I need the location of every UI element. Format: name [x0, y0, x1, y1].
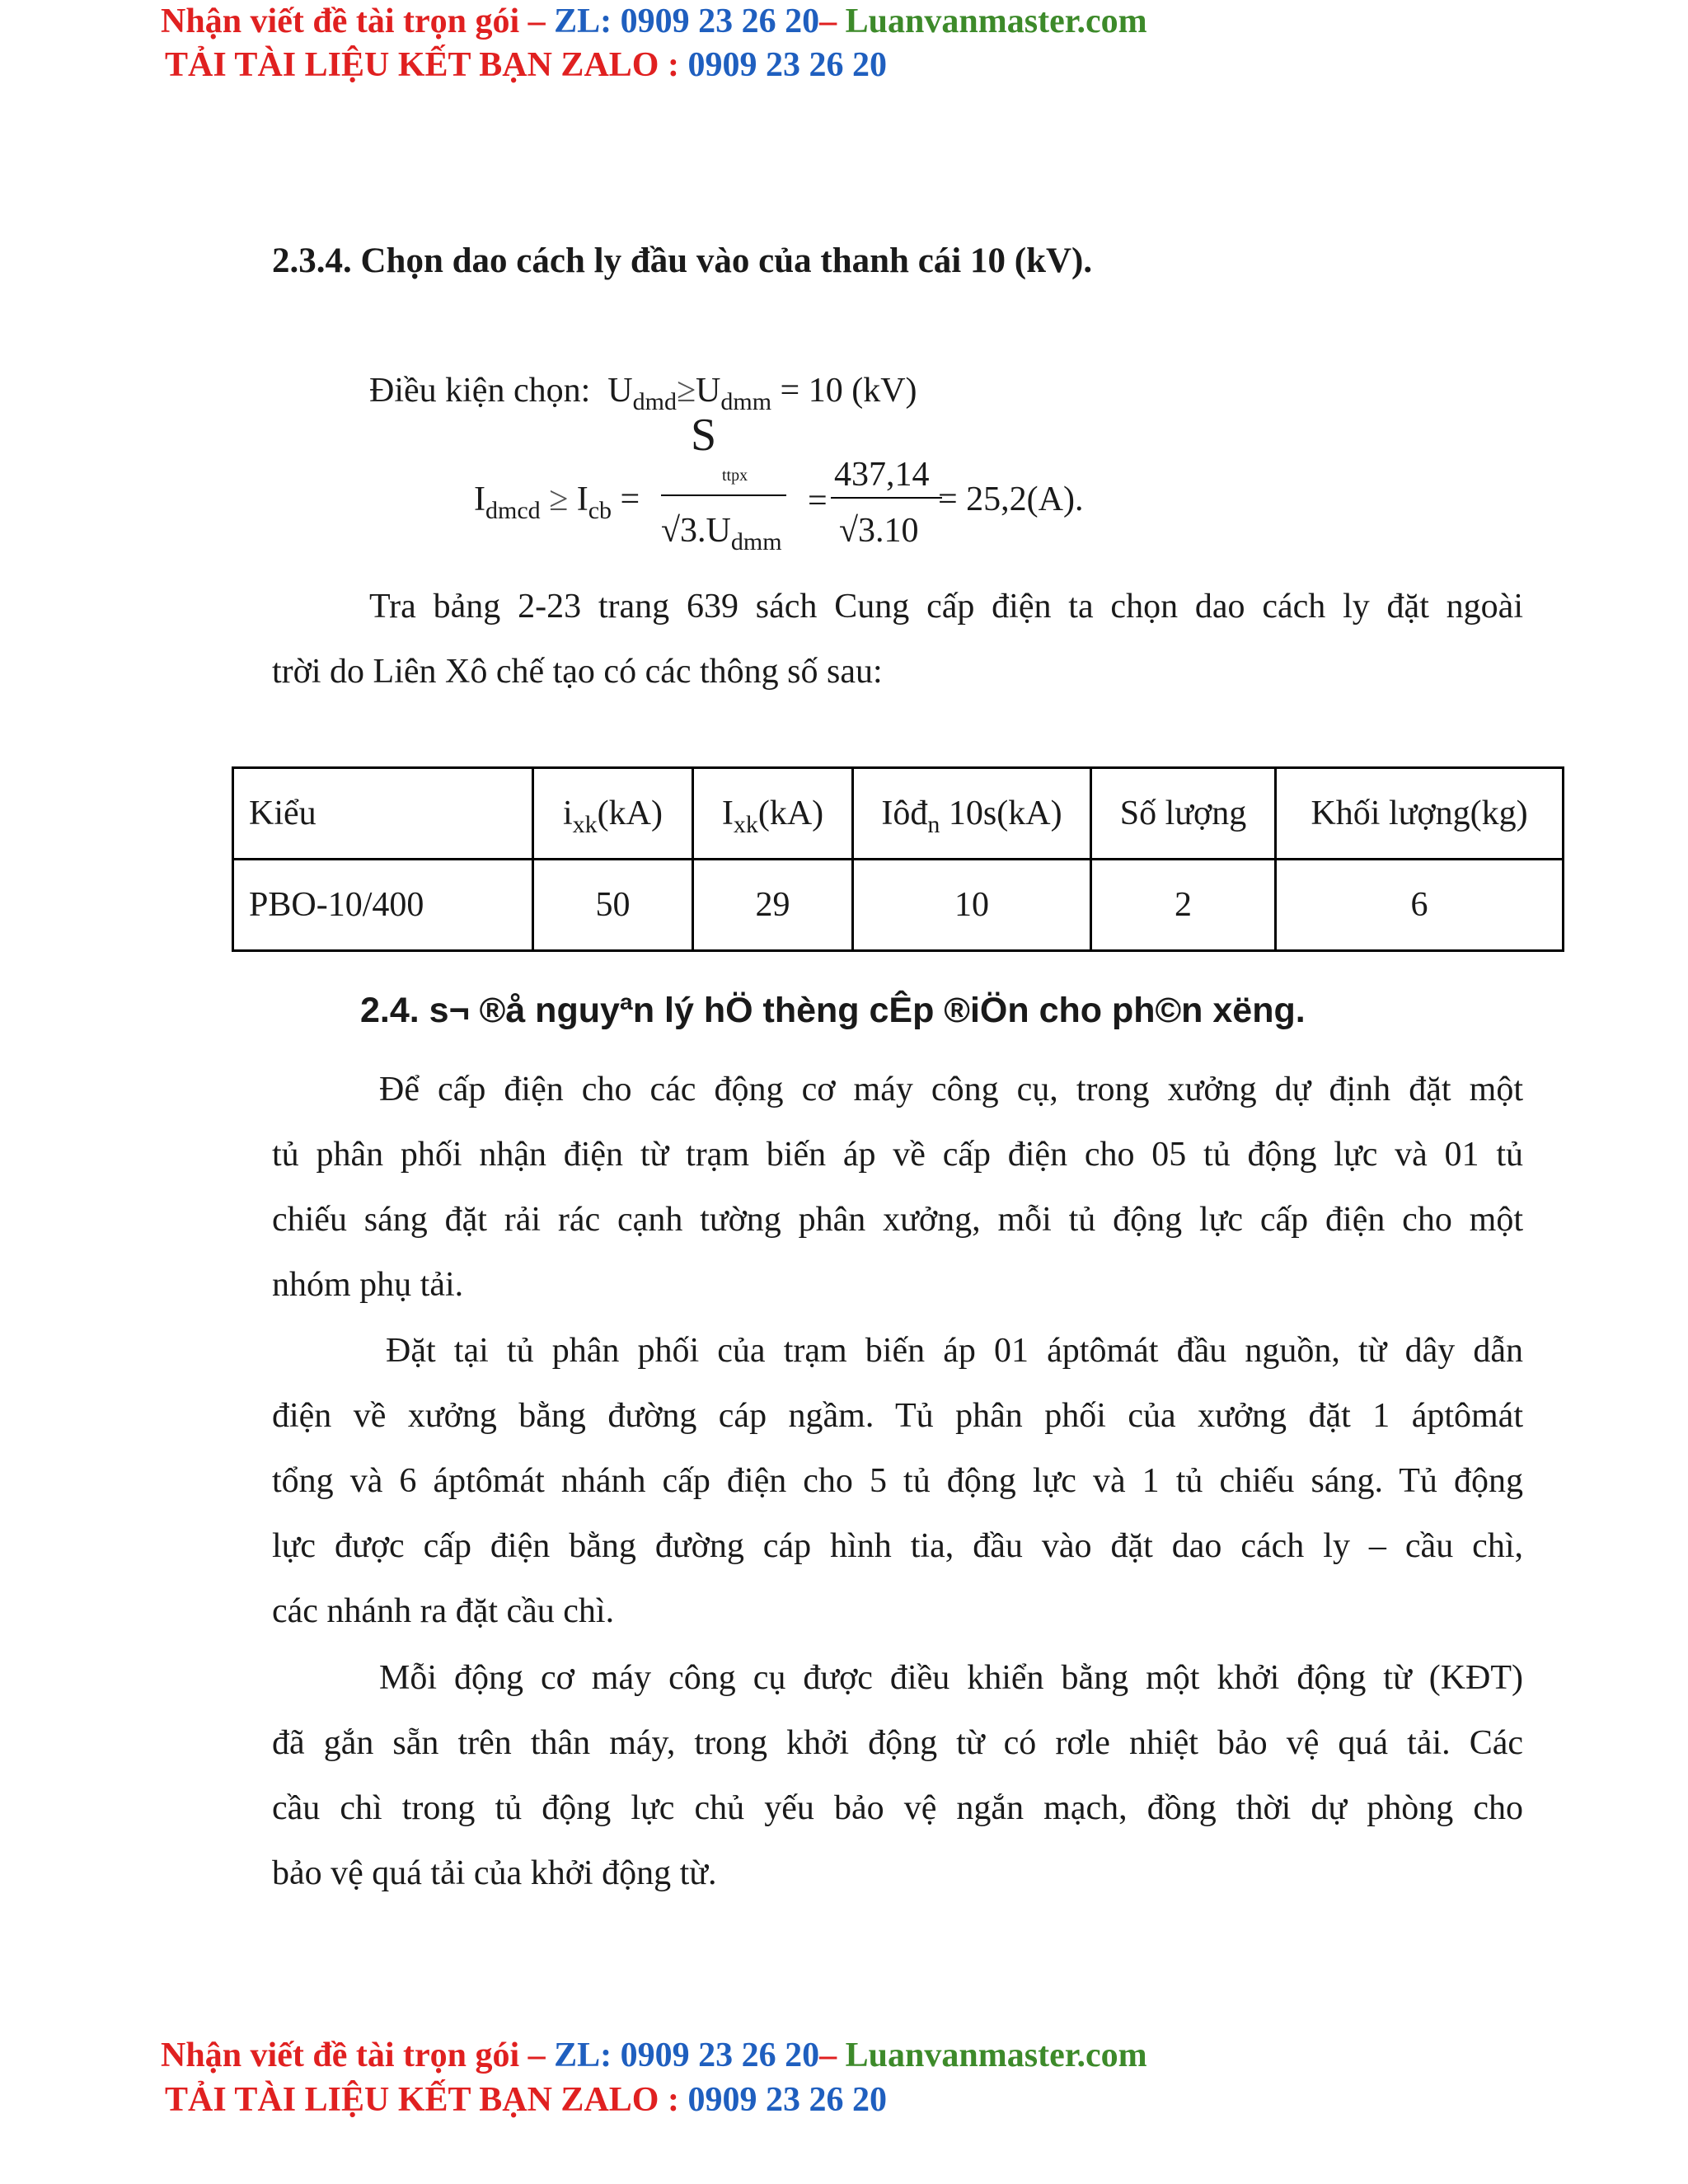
- header-cell: [233, 768, 533, 860]
- bottom-banner-line2: [165, 2080, 887, 2120]
- header-tail: (kA): [757, 794, 824, 832]
- table-cell: 2: [1091, 860, 1276, 951]
- para-line: tủ phân phối nhận điện từ trạm biến áp về cấp điện cho 05 tủ động lực và 01 tủ: [272, 1136, 1523, 1174]
- table-intro: [272, 574, 1523, 705]
- condition-line: [369, 371, 917, 415]
- formula-result: = 25,2(A).: [938, 480, 1084, 518]
- frac1-bar: [661, 494, 786, 496]
- u-dmm-sub: dmm: [720, 388, 772, 415]
- banner-zalo-phone[interactable]: 0909 23 26 20: [687, 46, 887, 84]
- banner-phone[interactable]: ZL: 0909 23 26 20: [554, 2, 820, 40]
- intro-line: trời do Liên Xô chế tạo có các thông số sau:: [272, 653, 883, 691]
- para-line: Để cấp điện cho các động cơ máy công cụ, trong xưởng dự định đặt một: [379, 1071, 1523, 1108]
- section-heading-24: 2.4. s¬ ®å nguyªn lý hÖ thèng cÊp ®iÖn cho ph©n xëng.: [360, 991, 1306, 1030]
- equals-2: =: [808, 482, 828, 520]
- spec-table: [232, 766, 1564, 952]
- condition-label: Điều kiện chọn:: [369, 372, 591, 410]
- top-banner-line1: [161, 2, 1147, 41]
- table-cell: 50: [533, 860, 693, 951]
- para-line: Mỗi động cơ máy công cụ được điều khiển bằng một khởi động từ (KĐT): [379, 1659, 1523, 1697]
- table-cell: 10: [853, 860, 1091, 951]
- banner-dash: –: [819, 2036, 846, 2074]
- header-tail: 10s(kA): [940, 794, 1062, 832]
- paragraph-3: [272, 1646, 1523, 1906]
- para-line: Đặt tại tủ phân phối của trạm biến áp 01 áptômát đầu nguồn, từ dây dẫn: [386, 1332, 1523, 1370]
- header-tail: (kA): [597, 794, 663, 832]
- table-cell: 6: [1276, 860, 1564, 951]
- table-row: [233, 860, 1564, 951]
- frac1-numerator: S: [691, 410, 717, 461]
- para-line: lực được cấp điện bằng đường cáp hình tia, đầu vào đặt dao cách ly – cầu chì,: [272, 1527, 1523, 1565]
- header-cell: [853, 768, 1091, 860]
- para-line: bảo vệ quá tải của khởi động từ.: [272, 1854, 717, 1892]
- bottom-banner-line1: [161, 2036, 1147, 2075]
- frac2-denominator: √3.10: [839, 512, 919, 550]
- para-line: các nhánh ra đặt cầu chì.: [272, 1592, 615, 1630]
- table-header-row: [233, 768, 1564, 860]
- header-text: Kiểu: [249, 794, 316, 832]
- i-cb-sub: cb: [588, 497, 612, 524]
- equals-1: =: [620, 480, 640, 518]
- top-banner-line2: [165, 45, 887, 85]
- para-line: cầu chì trong tủ động lực chủ yếu bảo vệ ngắn mạch, đồng thời dự phòng cho: [272, 1789, 1523, 1827]
- banner-phone[interactable]: ZL: 0909 23 26 20: [554, 2036, 820, 2074]
- banner-text: Nhận viết đề tài trọn gói –: [161, 2, 555, 40]
- frac1-denominator: [661, 511, 782, 555]
- header-cell: [1276, 768, 1564, 860]
- banner-zalo-text: TẢI TÀI LIỆU KẾT BẠN ZALO :: [165, 2081, 688, 2119]
- para-line: nhóm phụ tải.: [272, 1266, 464, 1304]
- banner-zalo-text: TẢI TÀI LIỆU KẾT BẠN ZALO :: [165, 46, 688, 84]
- u-rhs: = 10 (kV): [780, 372, 917, 410]
- i-cb: I: [576, 480, 588, 518]
- table-cell: PBO-10/400: [233, 860, 533, 951]
- u-dmm: U: [696, 372, 721, 410]
- geq-symbol: ≥: [676, 372, 696, 410]
- header-cell: [1091, 768, 1276, 860]
- current-lhs: [474, 480, 640, 524]
- u-dmd: U: [607, 372, 633, 410]
- banner-text: Nhận viết đề tài trọn gói –: [161, 2036, 555, 2074]
- paragraph-1: [272, 1057, 1523, 1318]
- para-line: chiếu sáng đặt rải rác cạnh tường phân xưởng, mỗi tủ động lực cấp điện cho một: [272, 1201, 1523, 1239]
- banner-zalo-phone[interactable]: 0909 23 26 20: [687, 2081, 887, 2119]
- frac2-numerator: 437,14: [834, 456, 930, 494]
- header-sub: n: [927, 811, 940, 838]
- header-cell: [693, 768, 853, 860]
- banner-dash: –: [819, 2, 846, 40]
- u-dmd-sub: dmd: [632, 388, 677, 415]
- header-sub: xk: [733, 811, 758, 838]
- para-line: điện về xưởng bằng đường cáp ngầm. Tủ phân phối của xưởng đặt 1 áptômát: [272, 1397, 1523, 1435]
- frac2-bar: [831, 497, 942, 499]
- table-cell: 29: [693, 860, 853, 951]
- i-dmcd-sub: dmcd: [485, 497, 541, 524]
- frac1-den-text: √3.U: [661, 512, 731, 550]
- header-cell: [533, 768, 693, 860]
- para-line: tổng và 6 áptômát nhánh cấp điện cho 5 tủ động lực và 1 tủ chiếu sáng. Tủ động: [272, 1462, 1523, 1500]
- header-text: Khối lượng(kg): [1311, 794, 1528, 832]
- geq-symbol-2: ≥: [549, 480, 569, 518]
- header-sub: xk: [572, 811, 598, 838]
- header-text: I: [721, 794, 734, 832]
- header-text: i: [563, 794, 573, 832]
- banner-site-link[interactable]: Luanvanmaster.com: [845, 2, 1147, 40]
- section-heading-234: 2.3.4. Chọn dao cách ly đầu vào của thanh cái 10 (kV).: [272, 241, 1093, 280]
- paragraph-2: [272, 1319, 1523, 1644]
- intro-line: Tra bảng 2-23 trang 639 sách Cung cấp điện ta chọn dao cách ly đặt ngoài: [369, 588, 1523, 626]
- banner-site-link[interactable]: Luanvanmaster.com: [845, 2036, 1147, 2074]
- frac1-den-sub: dmm: [730, 528, 782, 555]
- i-dmcd: I: [474, 480, 485, 518]
- header-text: Số lượng: [1119, 794, 1247, 832]
- header-text: Iôđ: [881, 794, 928, 832]
- para-line: đã gắn sẵn trên thân máy, trong khởi động từ có rơle nhiệt bảo vệ quá tải. Các: [272, 1724, 1523, 1762]
- frac1-numerator-sub: ttpx: [722, 466, 748, 485]
